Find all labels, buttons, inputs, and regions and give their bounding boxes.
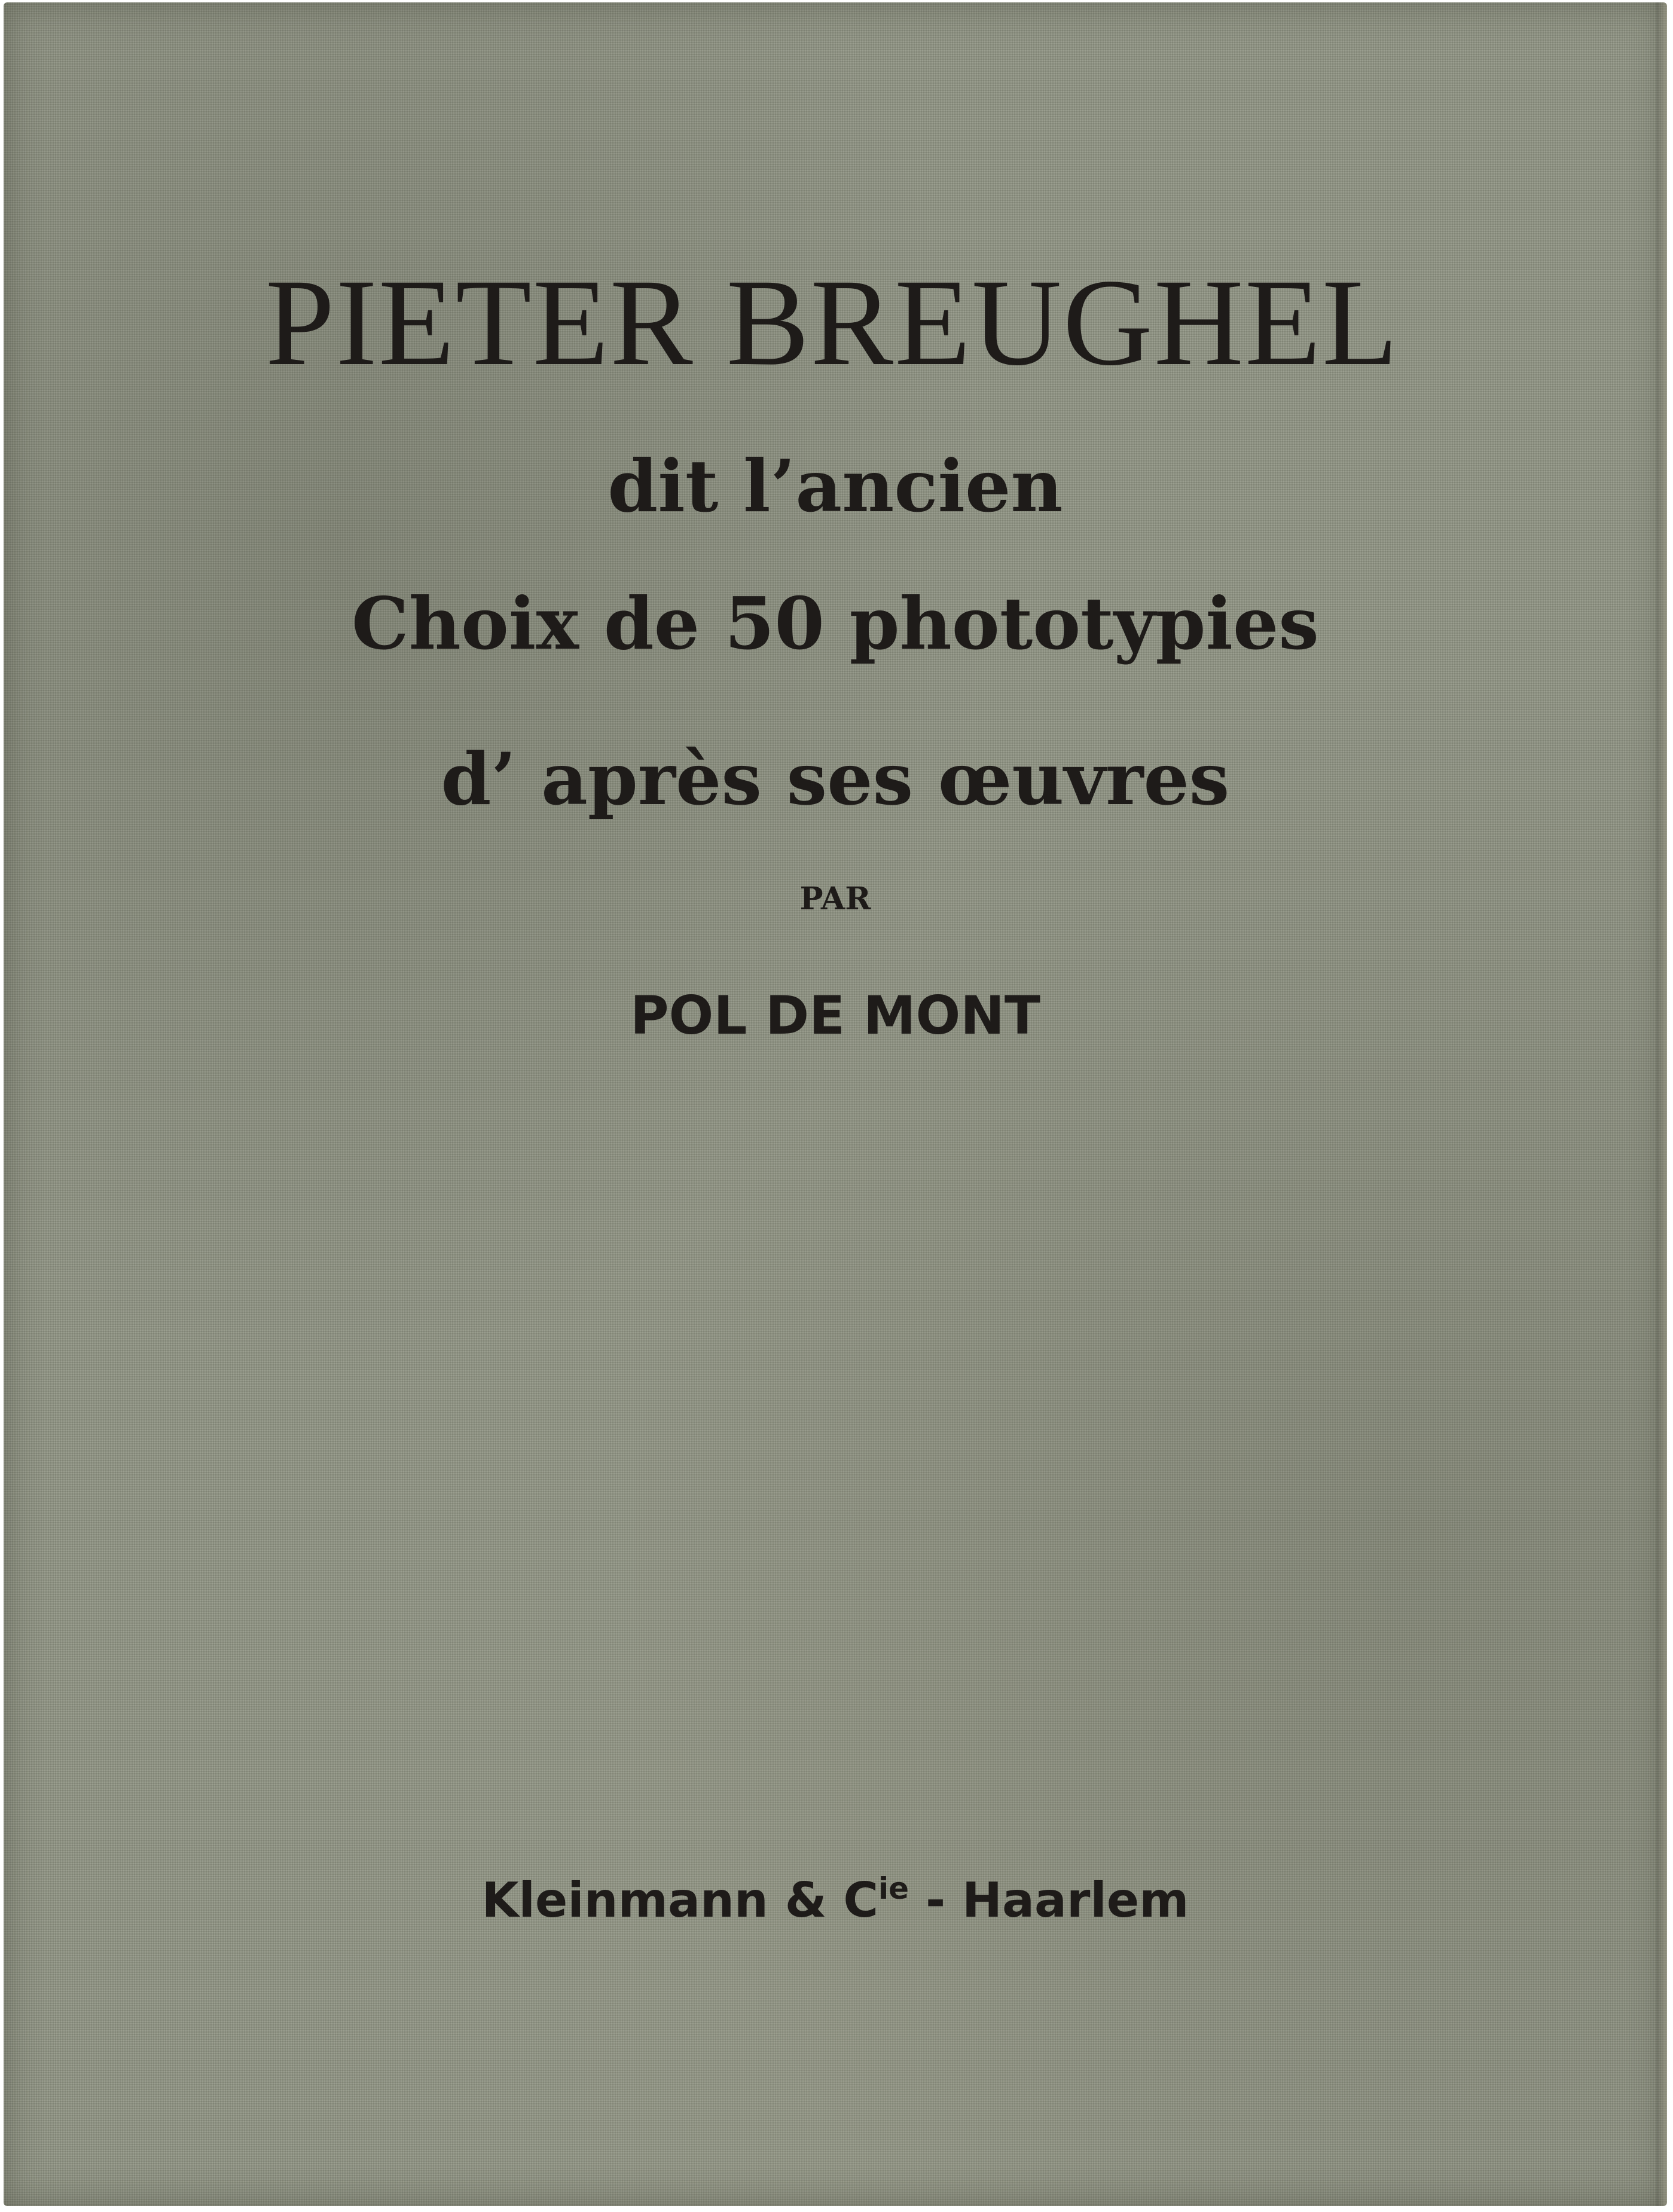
book-cover <box>4 2 1667 2206</box>
publisher-superscript: ie <box>878 1871 909 1906</box>
cover-subtitle-line-2: Choix de 50 phototypies <box>352 582 1319 666</box>
cover-subtitle-line-1: dit l’ancien <box>607 444 1063 528</box>
cover-subtitle-line-3: d’ après ses œuvres <box>441 737 1230 821</box>
publisher-city: - Haarlem <box>909 1872 1189 1928</box>
publisher-name: Kleinmann & C <box>481 1872 879 1928</box>
cover-author: POL DE MONT <box>630 985 1040 1046</box>
cover-by-label: PAR <box>799 881 871 917</box>
cover-title: PIETER BREUGHEL <box>265 253 1400 391</box>
cover-publisher <box>4 1868 1667 1933</box>
